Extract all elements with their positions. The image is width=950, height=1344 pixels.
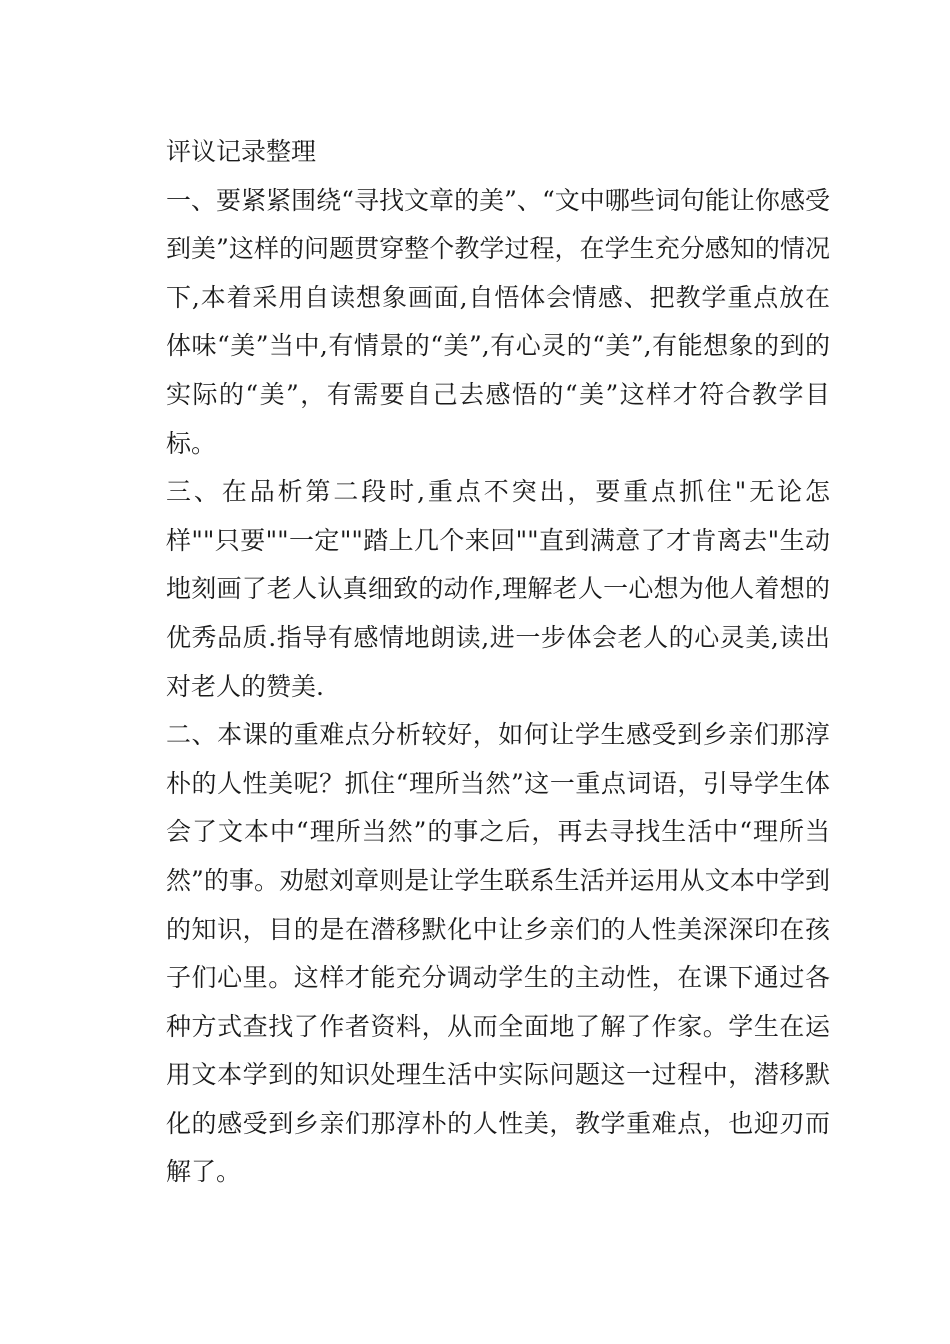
paragraph-3: 二、本课的重难点分析较好，如何让学生感受到乡亲们那淳朴的人性美呢？抓住“理所当然”这一重点词语，引导学生体会了文本中“理所当然”的事之后，再去寻找生活中“理所当然”的事。劝慰刘章则是让学生联系生活并运用从文本中学到的知识，目的是在潜移默化中让乡亲们的人性美深深印在孩子们心里。这样才能充分调动学生的主动性，在课下通过各种方式查找了作者资料，从而全面地了解了作家。学生在运用文本学到的知识处理生活中实际问题这一过程中，潜移默化的感受到乡亲们那淳朴的人性美，教学重难点，也迎刃而解了。	[166, 720, 830, 1187]
document-title: 评议记录整理	[166, 137, 317, 166]
paragraph-1: 一、要紧紧围绕“寻找文章的美”、“文中哪些词句能让你感受到美”这样的问题贯穿整个教学过程，在学生充分感知的情况下,本着采用自读想象画面,自悟体会情感、把教学重点放在体味“美”当中,有情景的“美”,有心灵的“美”,有能想象的到的实际的“美”，有需要自己去感悟的“美”这样才符合教学目标。	[166, 185, 830, 458]
document-body	[166, 128, 830, 1197]
paragraph-2: 三、在品析第二段时,重点不突出，要重点抓住"无论怎样""只要""一定""踏上几个来回""直到满意了才肯离去"生动地刻画了老人认真细致的动作,理解老人一心想为他人着想的优秀品质.指导有感情地朗读,进一步体会老人的心灵美,读出对老人的赞美.	[166, 477, 830, 701]
